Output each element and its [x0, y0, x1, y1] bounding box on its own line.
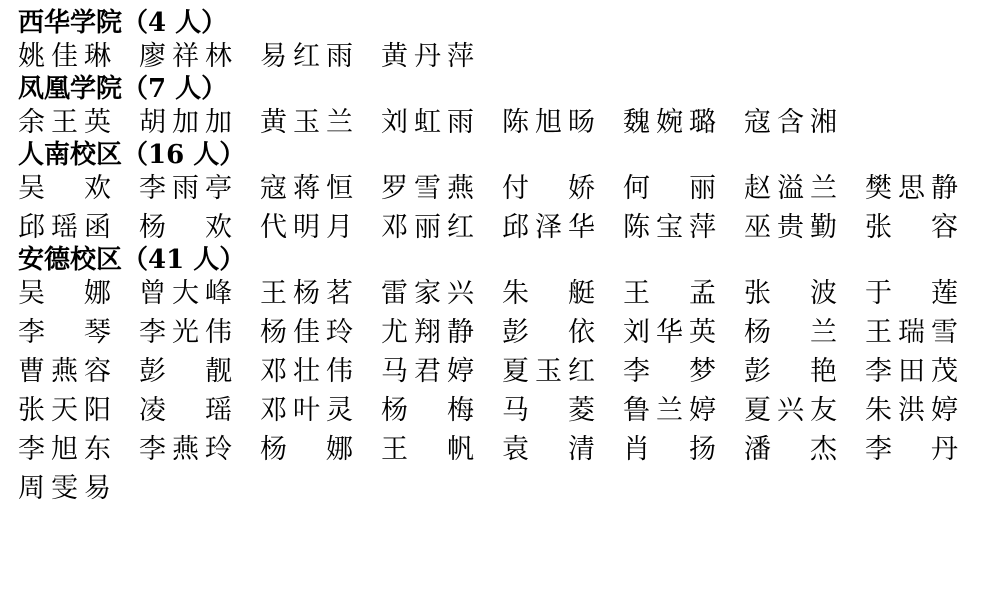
student-name: 李 田 茂 [865, 356, 958, 387]
student-name: 邱 泽 华 [502, 212, 595, 243]
student-name: 刘 华 英 [623, 317, 716, 348]
student-name: 于 莲 [865, 278, 958, 309]
student-name: 王 杨 茗 [260, 278, 353, 309]
section-ande [18, 247, 988, 504]
student-name: 邓 壮 伟 [260, 356, 353, 387]
student-name: 彭 依 [502, 317, 595, 348]
student-name: 周 雯 易 [18, 473, 111, 504]
student-name: 李 琴 [18, 317, 111, 348]
student-name: 魏 婉 璐 [623, 107, 716, 138]
student-name: 余 王 英 [18, 107, 111, 138]
student-name: 黄 玉 兰 [260, 107, 353, 138]
student-name: 刘 虹 雨 [381, 107, 474, 138]
student-name: 潘 杰 [744, 434, 837, 465]
student-name: 彭 靓 [139, 356, 232, 387]
student-name: 何 丽 [623, 173, 716, 204]
student-name: 王 帆 [381, 434, 474, 465]
section-fenghuang [18, 76, 988, 138]
student-name: 夏 兴 友 [744, 395, 837, 426]
student-name: 张 容 [865, 212, 958, 243]
student-name: 夏 玉 红 [502, 356, 595, 387]
student-name: 李 雨 亭 [139, 173, 232, 204]
section-xihua [18, 10, 988, 72]
student-name: 杨 梅 [381, 395, 474, 426]
student-name: 巫 贵 勤 [744, 212, 837, 243]
student-name: 黄 丹 萍 [381, 41, 474, 72]
student-name: 罗 雪 燕 [381, 173, 474, 204]
student-roster-document [18, 6, 988, 504]
student-name: 李 梦 [623, 356, 716, 387]
student-name: 鲁 兰 婷 [623, 395, 716, 426]
student-name: 杨 佳 玲 [260, 317, 353, 348]
section-heading: 西华学院（4 人） [18, 8, 228, 38]
student-name: 李 燕 玲 [139, 434, 232, 465]
student-name: 樊 思 静 [865, 173, 958, 204]
student-name: 易 红 雨 [260, 41, 353, 72]
names-grid [18, 174, 988, 243]
student-name: 王 瑞 雪 [865, 317, 958, 348]
section-heading: 安德校区（41 人） [18, 245, 246, 275]
student-name: 赵 溢 兰 [744, 173, 837, 204]
student-name: 张 波 [744, 278, 837, 309]
student-name: 袁 清 [502, 434, 595, 465]
student-name: 付 娇 [502, 173, 595, 204]
student-name: 姚 佳 琳 [18, 41, 111, 72]
student-name: 杨 欢 [139, 212, 232, 243]
student-name: 代 明 月 [260, 212, 353, 243]
student-name: 马 菱 [502, 395, 595, 426]
names-grid [18, 279, 988, 504]
student-name: 杨 兰 [744, 317, 837, 348]
student-name: 胡 加 加 [139, 107, 232, 138]
student-name: 邱 瑶 函 [18, 212, 111, 243]
student-name: 朱 洪 婷 [865, 395, 958, 426]
section-heading: 凤凰学院（7 人） [18, 74, 228, 104]
student-name: 邓 丽 红 [381, 212, 474, 243]
student-name: 寇 蒋 恒 [260, 173, 353, 204]
student-name: 吴 欢 [18, 173, 111, 204]
student-name: 陈 宝 萍 [623, 212, 716, 243]
student-name: 王 孟 [623, 278, 716, 309]
names-grid [18, 42, 988, 72]
student-name: 李 光 伟 [139, 317, 232, 348]
student-name: 尤 翔 静 [381, 317, 474, 348]
section-heading: 人南校区（16 人） [18, 140, 246, 170]
student-name: 马 君 婷 [381, 356, 474, 387]
student-name: 凌 瑶 [139, 395, 232, 426]
student-name: 李 旭 东 [18, 434, 111, 465]
student-name: 陈 旭 旸 [502, 107, 595, 138]
names-grid [18, 108, 988, 138]
section-rennan [18, 142, 988, 243]
student-name: 邓 叶 灵 [260, 395, 353, 426]
student-name: 雷 家 兴 [381, 278, 474, 309]
student-name: 曹 燕 容 [18, 356, 111, 387]
student-name: 李 丹 [865, 434, 958, 465]
student-name: 彭 艳 [744, 356, 837, 387]
student-name: 吴 娜 [18, 278, 111, 309]
student-name: 曾 大 峰 [139, 278, 232, 309]
student-name: 张 天 阳 [18, 395, 111, 426]
student-name: 肖 扬 [623, 434, 716, 465]
student-name: 杨 娜 [260, 434, 353, 465]
student-name: 寇 含 湘 [744, 107, 837, 138]
student-name: 朱 艇 [502, 278, 595, 309]
student-name: 廖 祥 林 [139, 41, 232, 72]
